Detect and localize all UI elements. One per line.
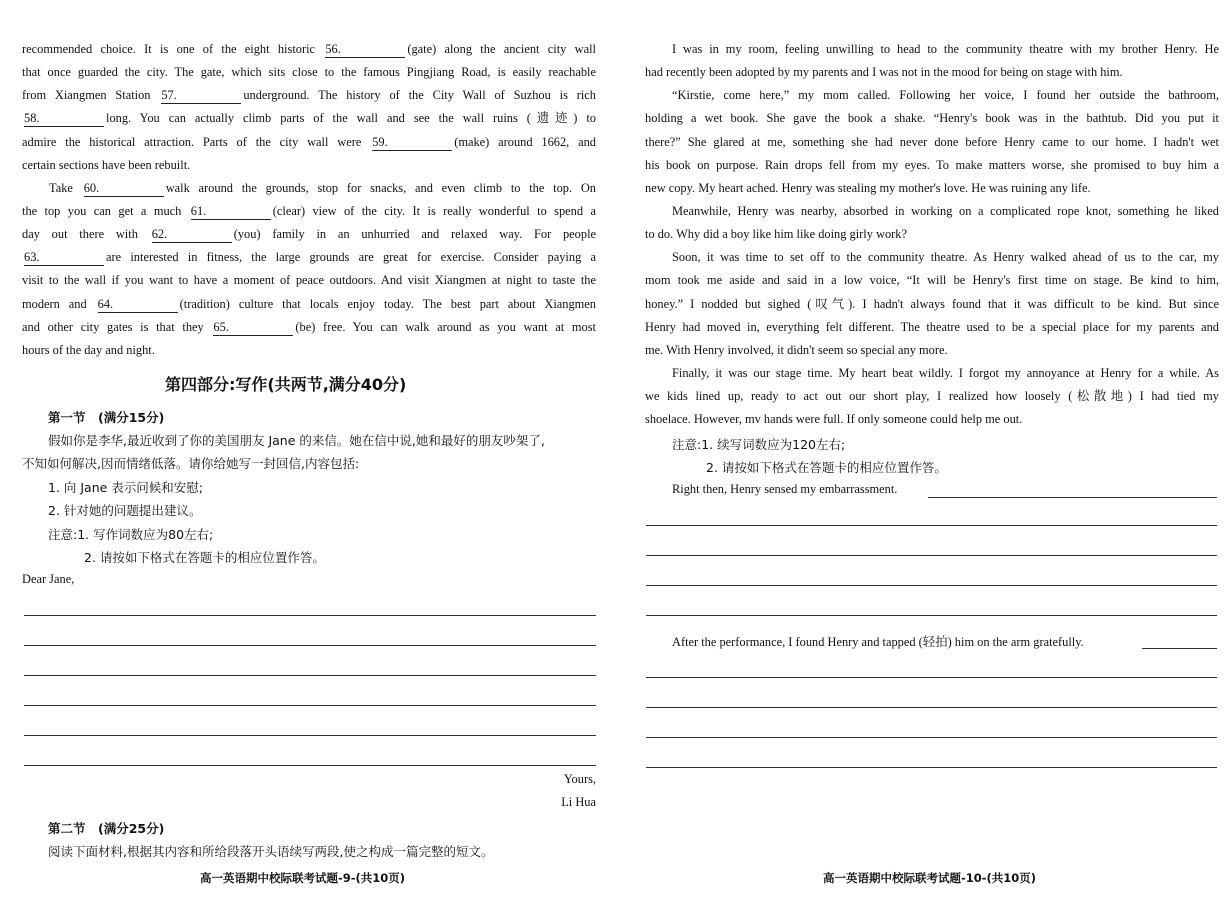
text-segment: Henry had moved in, everything felt different. The theatre used to be a special place for my parents and <box>645 319 1219 334</box>
answer-line[interactable] <box>646 555 1217 556</box>
continuation-note1: 注意:1. 续写词数应为120左右; <box>672 437 846 452</box>
text-line <box>645 154 1219 177</box>
section1-note1: 注意:1. 写作词数应为80左右; <box>48 527 214 542</box>
section1-prompt-line1: 假如你是李华,最近收到了你的美国朋友 Jane 的来信。她在信中说,她和最好的朋友吵架了, <box>48 433 545 448</box>
answer-line[interactable] <box>646 525 1217 526</box>
fill-in-blank[interactable]: 56. <box>325 42 405 58</box>
paragraph1-opening: Right then, Henry sensed my embarrassment. <box>672 482 898 496</box>
text-line <box>645 177 1219 200</box>
text-segment: we kids lined up, ready to act out our short play, I realized how loosely (松散地) I had tied my <box>645 389 1219 404</box>
answer-line[interactable] <box>1142 648 1217 649</box>
text-line <box>22 38 596 61</box>
text-line <box>645 269 1219 292</box>
text-line <box>645 293 1219 316</box>
part-title: 第四部分:写作(共两节,满分40分) <box>165 375 407 394</box>
text-line <box>22 107 596 130</box>
text-line <box>645 362 1219 385</box>
answer-line[interactable] <box>646 585 1217 586</box>
text-segment: (make) around 1662, and <box>454 134 596 149</box>
section1-item2: 2. 针对她的问题提出建议。 <box>48 503 202 518</box>
text-line <box>645 200 1219 223</box>
section1-prompt-line2: 不知如何解决,因而情绪低落。请你给她写一封回信,内容包括: <box>22 456 360 471</box>
answer-line[interactable] <box>24 765 596 766</box>
section1-item1: 1. 向 Jane 表示问候和安慰; <box>48 480 204 495</box>
text-segment: (clear) view of the city. It is really wonderful to spend a <box>272 203 596 218</box>
text-line <box>22 223 596 246</box>
text-line <box>22 316 596 339</box>
text-segment: day out there with <box>22 227 150 242</box>
fill-in-blank[interactable]: 59. <box>372 135 452 151</box>
answer-line[interactable] <box>928 497 1217 498</box>
text-segment: and other city gates is that they <box>22 319 212 334</box>
text-line <box>22 131 596 154</box>
text-segment: (tradition) culture that locals enjoy today. The best part about Xiangmen <box>179 296 596 311</box>
text-segment: modern and <box>22 296 96 311</box>
text-segment: Soon, it was time to set off to the community theatre. As Henry walked ahead of us to the car, my <box>672 250 1219 265</box>
text-line <box>22 339 596 362</box>
closing: Yours, <box>563 772 596 786</box>
text-segment: recommended choice. It is one of the eight historic <box>22 42 324 56</box>
text-segment: Take <box>49 180 82 195</box>
text-line <box>22 61 596 84</box>
text-segment: certain sections have been rebuilt. <box>22 157 191 172</box>
text-segment: long. You can actually climb parts of the wall and see the wall ruins (遗迹) to <box>106 111 596 126</box>
text-segment: honey.” I nodded but sighed (叹气). I hadn't always found that it was difficult to be kind. But since <box>645 296 1219 311</box>
page-footer: 高一英语期中校际联考试题-10-(共10页) <box>823 871 1037 885</box>
answer-line[interactable] <box>646 737 1217 738</box>
answer-line[interactable] <box>646 615 1217 616</box>
text-segment: (be) free. You can walk around as you want at most <box>295 319 596 334</box>
text-segment: new copy. My heart ached. Henry was stealing my mother's love. He was ruining any life. <box>645 180 1091 195</box>
fill-in-blank[interactable]: 64. <box>98 297 178 313</box>
text-line <box>645 38 1219 61</box>
text-segment: had recently been adopted by my parents and I was not in the mood for being on stage with him. <box>645 65 1123 80</box>
text-line <box>645 223 1219 246</box>
text-line <box>645 107 1219 130</box>
cloze-passage <box>22 38 596 362</box>
section2-heading: 第二节 (满分25分) <box>48 821 165 836</box>
text-segment: mom took me aside and said in a low voice, “It will be Henry's first time on stage. Be kind to him, <box>645 273 1219 288</box>
text-line <box>645 339 1219 362</box>
answer-line[interactable] <box>646 677 1217 678</box>
text-segment: (you) family in an unhurried and relaxed way. For people <box>233 227 596 242</box>
text-line <box>22 84 596 107</box>
fill-in-blank[interactable]: 57. <box>161 88 241 104</box>
text-segment: Finally, it was our stage time. My heart beat wildly. I forgot my annoyance at Henry for a while. As <box>672 365 1219 380</box>
text-line <box>22 246 596 269</box>
text-segment: me. With Henry involved, it didn't seem so special any more. <box>645 342 948 357</box>
text-segment: walk around the grounds, stop for snacks, and even climb to the top. On <box>165 180 596 195</box>
text-segment: (gate) along the ancient city wall <box>407 42 596 56</box>
fill-in-blank[interactable]: 65. <box>213 320 293 336</box>
text-line <box>645 316 1219 339</box>
text-segment: admire the historical attraction. Parts of the city wall were <box>22 134 371 149</box>
text-line <box>645 385 1219 408</box>
text-segment: the top you can get a much <box>22 203 189 218</box>
text-segment: to do. Why did a boy like him like doing girly work? <box>645 227 908 242</box>
text-segment: I was in my room, feeling unwilling to head to the community theatre with my brother Henry. He <box>672 42 1219 56</box>
answer-line[interactable] <box>24 675 596 676</box>
fill-in-blank[interactable]: 63. <box>24 250 104 266</box>
text-segment: from Xiangmen Station <box>22 88 160 103</box>
text-line <box>22 200 596 223</box>
section1-note2: 2. 请按如下格式在答题卡的相应位置作答。 <box>84 550 325 565</box>
text-line <box>22 269 596 292</box>
text-segment: are interested in fitness, the large grounds are great for exercise. Consider paying a <box>106 250 596 265</box>
page-footer: 高一英语期中校际联考试题-9-(共10页) <box>200 871 406 885</box>
text-line <box>645 131 1219 154</box>
answer-line[interactable] <box>24 645 596 646</box>
text-line <box>645 408 1219 431</box>
fill-in-blank[interactable]: 60. <box>84 181 164 197</box>
continuation-note2: 2. 请按如下格式在答题卡的相应位置作答。 <box>706 460 947 475</box>
answer-line[interactable] <box>24 615 596 616</box>
text-segment: visit to the wall if you want to have a moment of peace outdoors. And visit Xiangmen at night to taste the <box>22 273 596 288</box>
paragraph2-opening: After the performance, I found Henry and tapped (轻拍) him on the arm gratefully. <box>672 635 1084 649</box>
text-segment: Meanwhile, Henry was nearby, absorbed in working on a complicated rope knot, something he liked <box>672 203 1219 218</box>
text-line <box>645 246 1219 269</box>
text-line <box>645 61 1219 84</box>
text-segment: holding a wet book. She gave the book a shake. “Henry's book was in the bathtub. Did you put it <box>645 111 1219 126</box>
section1-heading: 第一节 (满分15分) <box>48 410 165 425</box>
text-segment: that once guarded the city. The gate, which sits close to the famous Pingjiang Road, is easily reachable <box>22 65 596 80</box>
text-line <box>22 177 596 200</box>
text-segment: “Kirstie, come here,” my mom called. Following her voice, I found her outside the bathroom, <box>672 88 1219 103</box>
fill-in-blank[interactable]: 61. <box>191 204 271 220</box>
text-line <box>645 84 1219 107</box>
answer-line[interactable] <box>646 767 1217 768</box>
text-segment: hours of the day and night. <box>22 342 155 357</box>
answer-line[interactable] <box>24 735 596 736</box>
text-segment: his book on purpose. Rain drops fell from my eyes. To make matters worse, she promised to buy him a <box>645 157 1219 172</box>
text-line <box>22 293 596 316</box>
answer-line[interactable] <box>24 705 596 706</box>
fill-in-blank[interactable]: 62. <box>152 227 232 243</box>
signature: Li Hua <box>561 795 596 809</box>
text-segment: shoelace. However, mv hands were full. If only someone could help me out. <box>645 412 1023 427</box>
answer-line[interactable] <box>646 707 1217 708</box>
text-segment: underground. The history of the City Wall of Suzhou is rich <box>243 88 596 103</box>
text-line <box>22 154 596 177</box>
continuation-passage <box>645 38 1219 431</box>
section2-instruction: 阅读下面材料,根据其内容和所给段落开头语续写两段,使之构成一篇完整的短文。 <box>48 844 494 859</box>
text-segment: there?” She glared at me, something she had never done before Henry came to our home. I hadn't wet <box>645 134 1219 149</box>
salutation: Dear Jane, <box>22 572 75 586</box>
fill-in-blank[interactable]: 58. <box>24 111 104 127</box>
